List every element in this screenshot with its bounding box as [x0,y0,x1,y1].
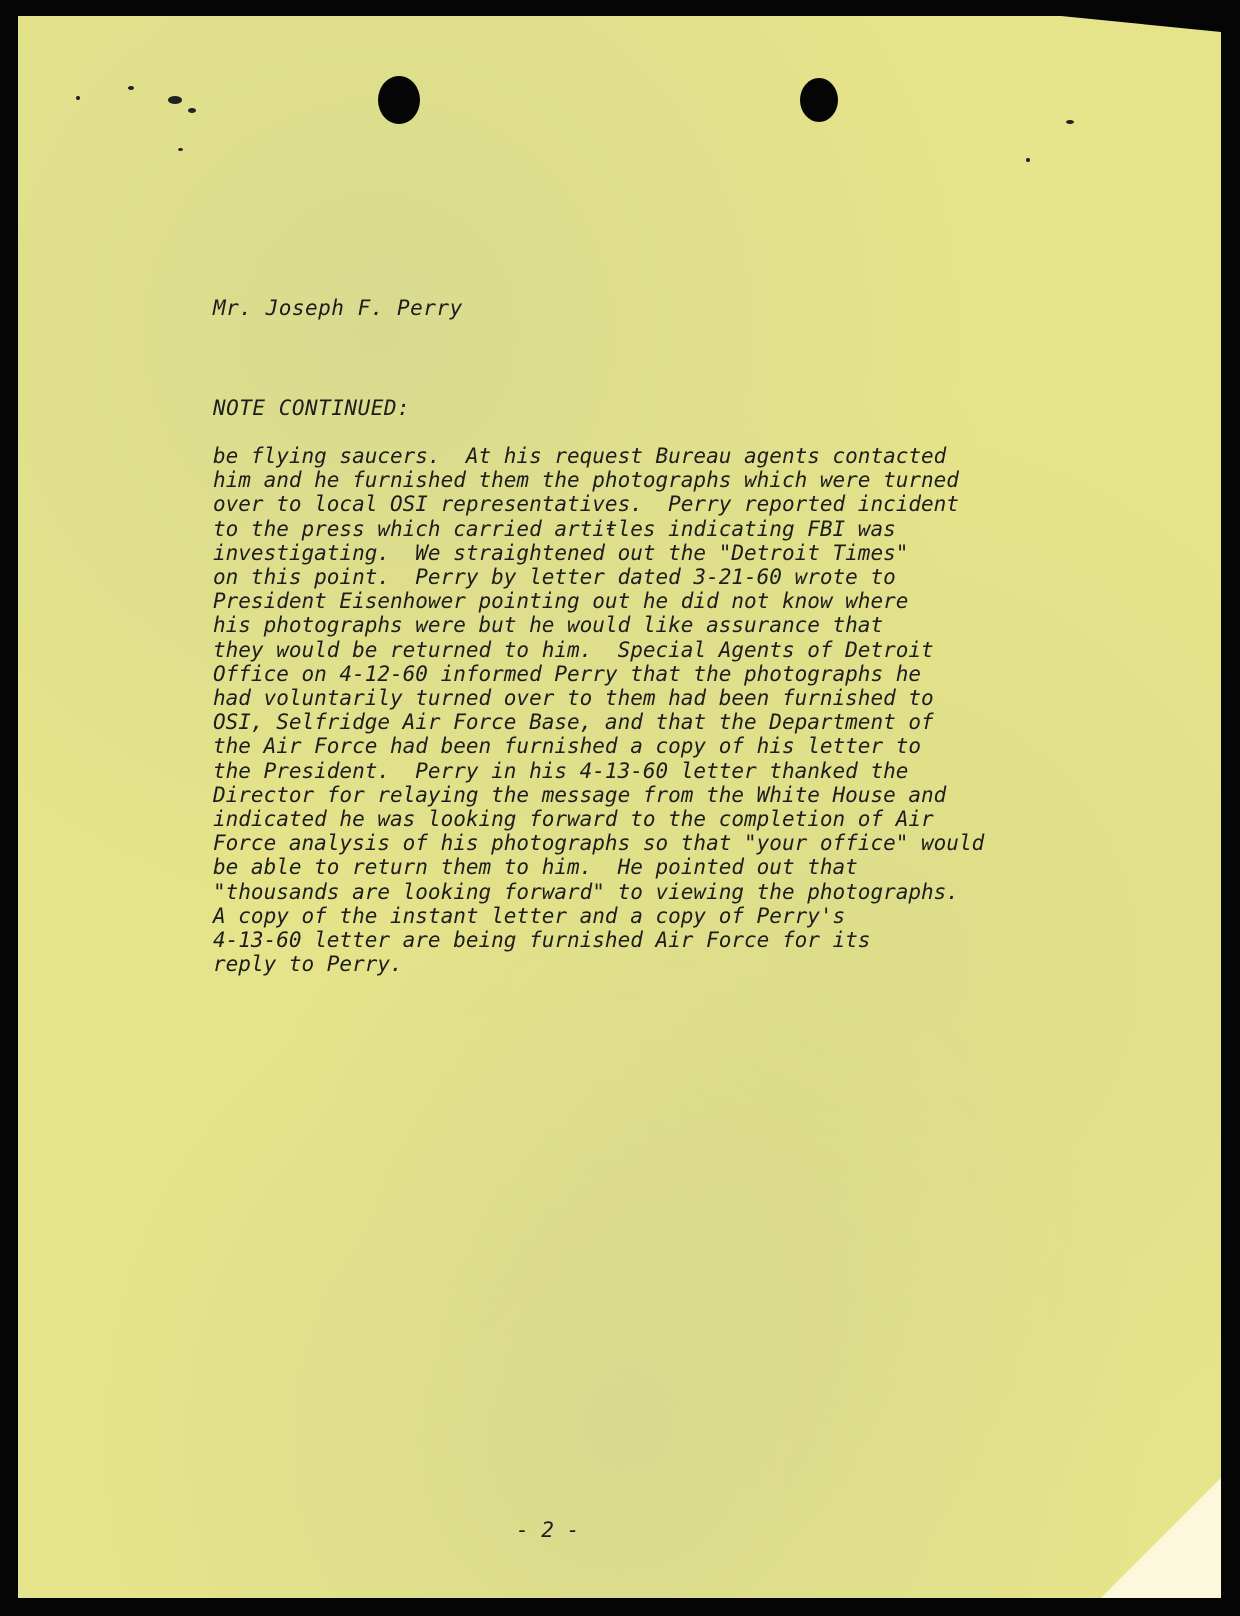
body-line: "thousands are looking forward" to viewing the photographs. [213,879,959,904]
body-line: had voluntarily turned over to them had been furnished to [213,686,934,711]
ink-speck [76,96,80,100]
body-line: investigating. We straightened out the "Detroit Times" [213,540,909,565]
body-line: over to local OSI representatives. Perry reported incident [213,492,959,517]
ink-speck [178,148,183,151]
body-line: indicated he was looking forward to the completion of Air [213,807,934,832]
body-line: the President. Perry in his 4-13-60 letter thanked the [213,758,909,783]
body-line: reply to Perry. [213,952,403,977]
note-heading: NOTE CONTINUED: [213,396,411,420]
ink-speck [1066,120,1074,124]
body-line: 4-13-60 letter are being furnished Air Force for its [213,928,871,953]
torn-corner [1061,16,1221,32]
body-line: to the press which carried artiŧles indicating FBI was [213,516,896,541]
punch-hole-left [378,76,420,124]
ink-speck [1026,158,1030,162]
paper-sheet [18,16,1221,1598]
body-line: be able to return them to him. He pointed out that [213,855,858,880]
body-line: Office on 4-12-60 informed Perry that the photographs he [213,661,922,686]
body-line: Director for relaying the message from the White House and [213,782,947,807]
body-line: on this point. Perry by letter dated 3-21-60 wrote to [213,565,896,590]
ink-speck [128,86,134,90]
page-number: - 2 - [516,1518,580,1542]
body-line: OSI, Selfridge Air Force Base, and that the Department of [213,710,934,735]
body-line: they would be returned to him. Special Agents of Detroit [213,637,934,662]
addressee-line: Mr. Joseph F. Perry [213,296,463,320]
body-line: his photographs were but he would like assurance that [213,613,884,638]
folded-corner [1101,1478,1221,1598]
body-line: be flying saucers. At his request Bureau agents contacted [213,444,947,468]
body-line: the Air Force had been furnished a copy of his letter to [213,734,922,759]
ink-speck [168,96,182,104]
note-body [213,444,1133,976]
body-line: President Eisenhower pointing out he did not know where [213,589,909,614]
body-line: Force analysis of his photographs so that "your office" would [213,831,985,856]
ink-speck [188,108,196,113]
body-line: him and he furnished them the photographs which were turned [213,468,959,493]
punch-hole-right [800,78,838,122]
body-line: A copy of the instant letter and a copy of Perry's [213,903,846,928]
